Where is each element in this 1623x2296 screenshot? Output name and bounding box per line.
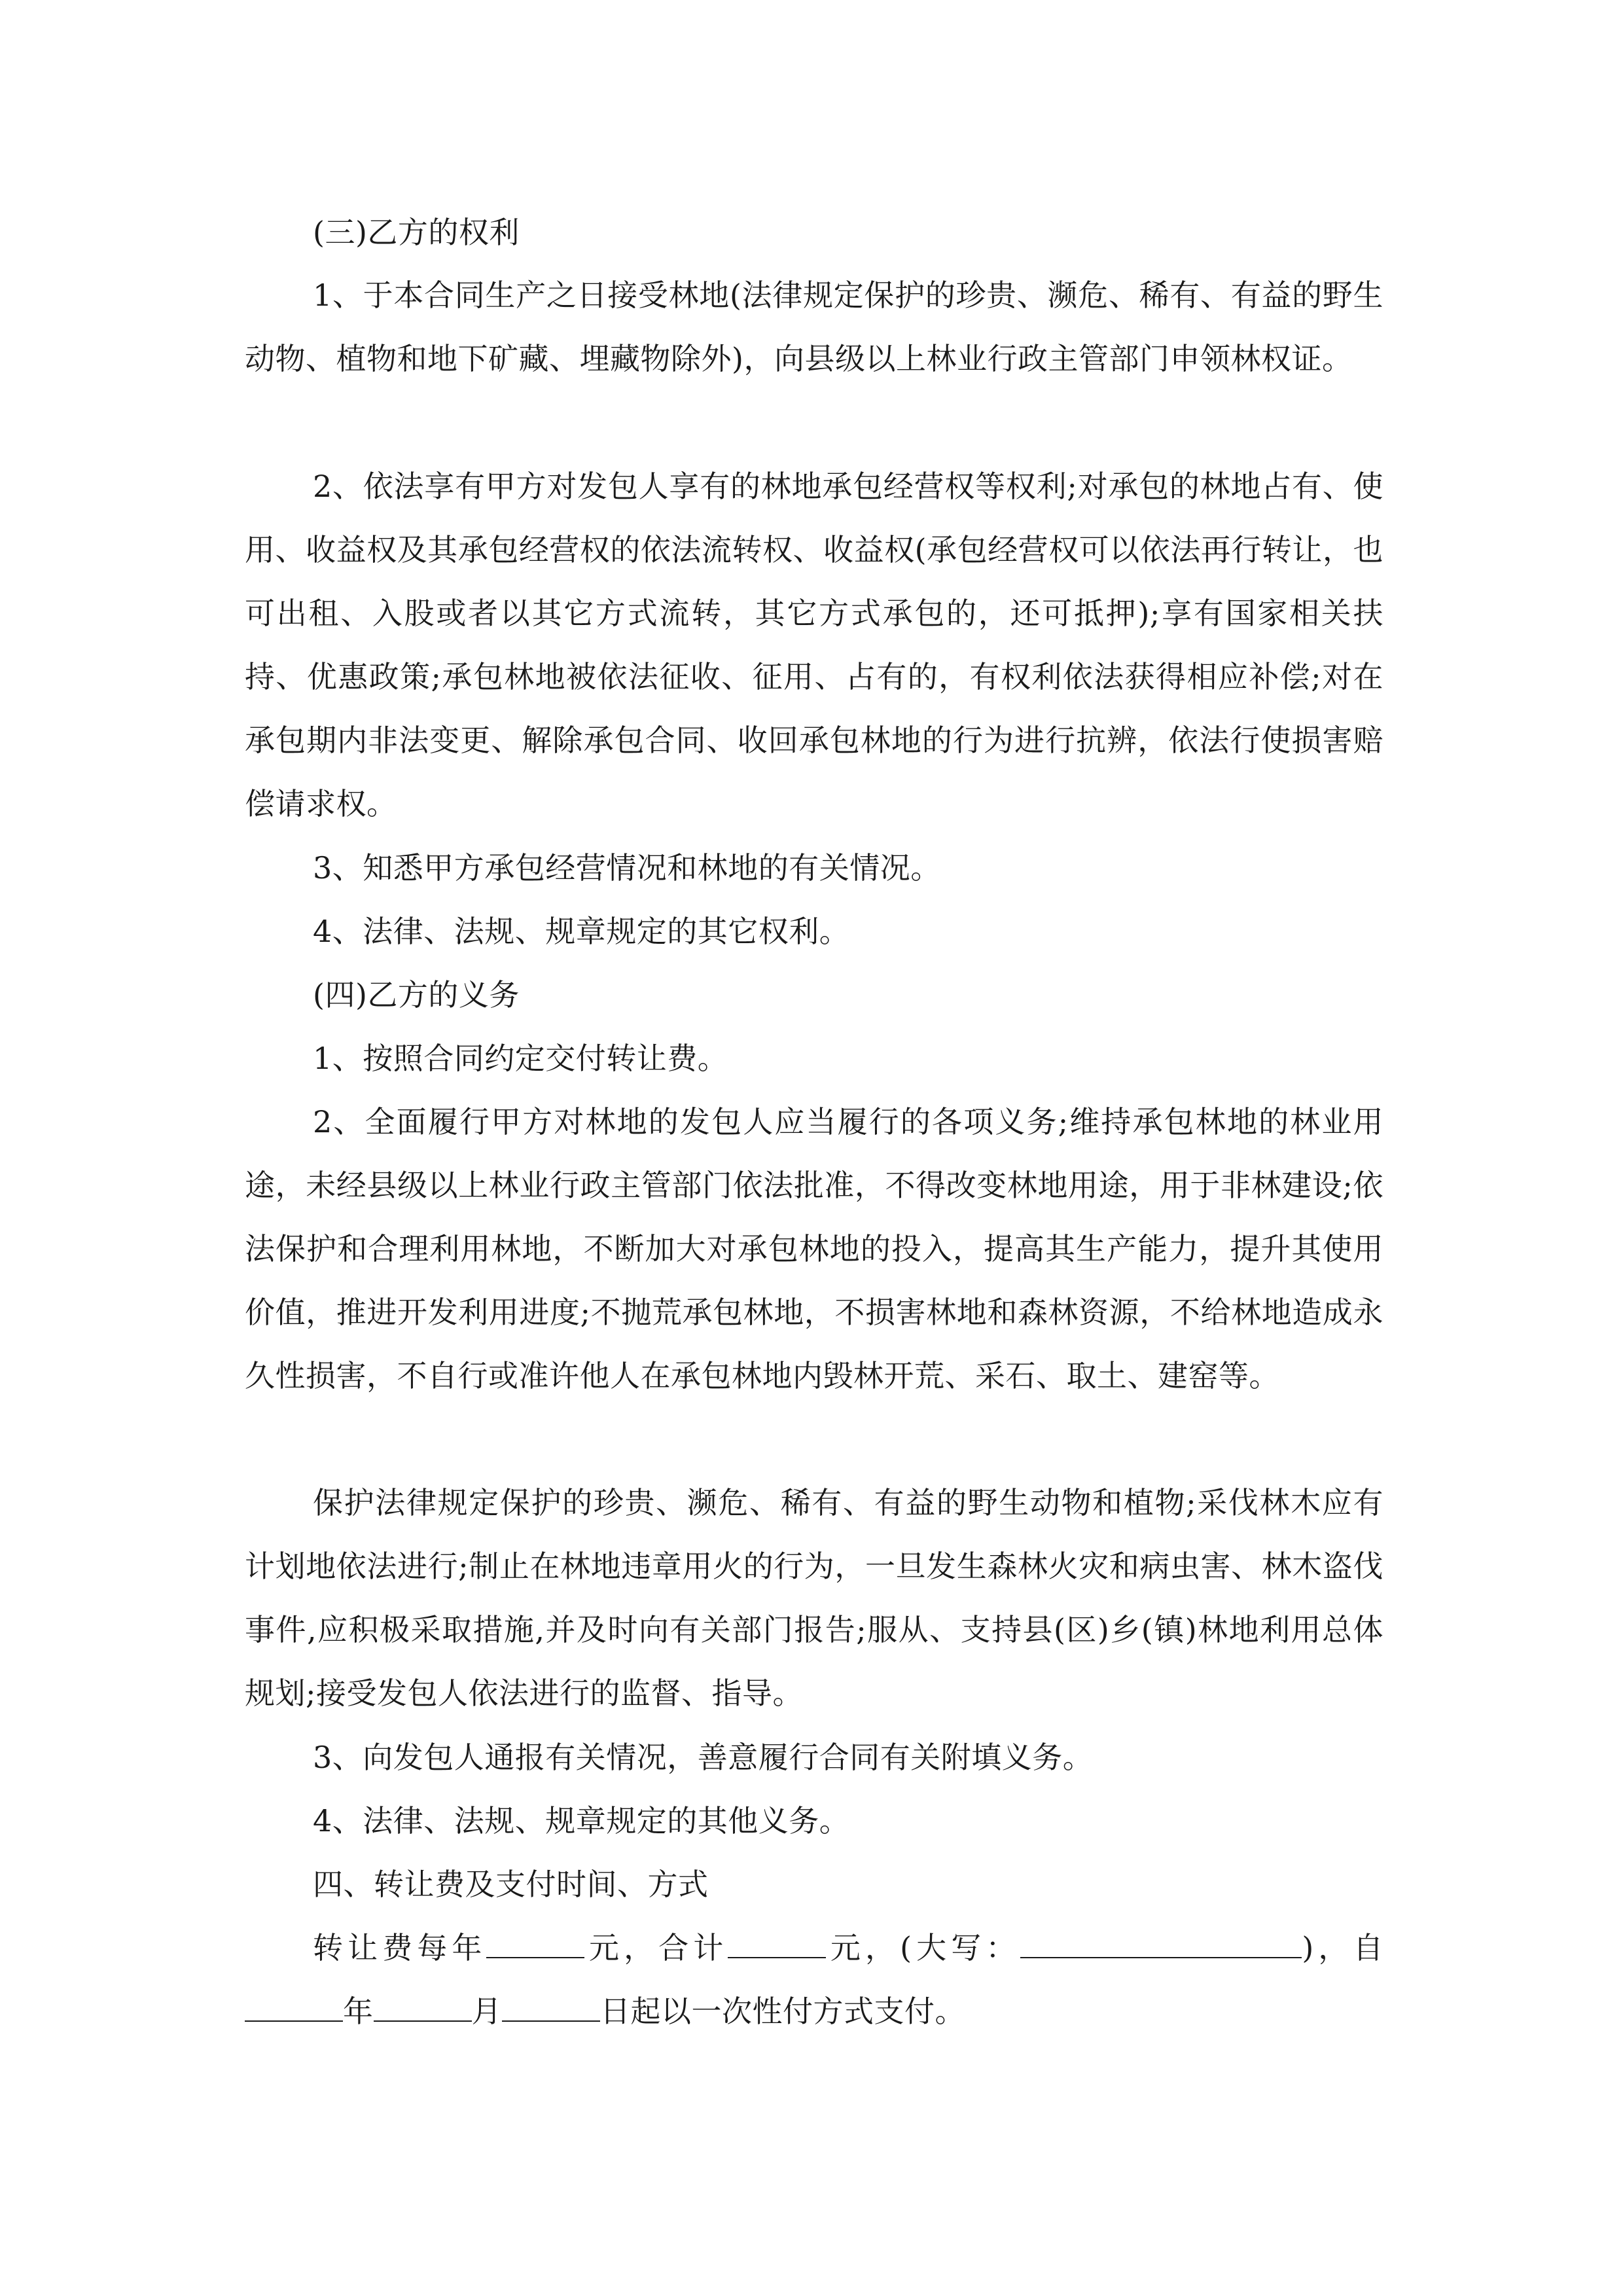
paragraph-transfer-fee: [245, 1916, 1383, 2043]
paragraph-rights-3: 3、知悉甲方承包经营情况和林地的有关情况。: [313, 850, 941, 886]
annual-fee-blank[interactable]: [486, 1929, 584, 1958]
month-blank[interactable]: [374, 1993, 472, 2022]
uppercase-amount-blank[interactable]: [1020, 1929, 1302, 1958]
section-heading-party-b-obligations: (四)乙方的义务: [313, 977, 520, 1013]
total-fee-blank[interactable]: [728, 1929, 826, 1958]
paragraph-rights-1: 1、于本合同生产之日接受林地(法律规定保护的珍贵、濒危、稀有、有益的野生动物、植物和地下矿藏、埋藏物除外)，向县级以上林业行政主管部门申领林权证。: [245, 278, 1383, 376]
paragraph-obligations-4: 4、法律、法规、规章规定的其他义务。: [313, 1803, 850, 1839]
fee-text-day: 日起以一次性付方式支付。: [600, 1994, 965, 2029]
paragraph-obligations-1: 1、按照合同约定交付转让费。: [313, 1041, 728, 1076]
paragraph-obligations-3: 3、向发包人通报有关情况，善意履行合同有关附填义务。: [313, 1740, 1094, 1775]
day-blank[interactable]: [502, 1993, 600, 2022]
fee-text-annual: 转让费每年: [313, 1930, 487, 1965]
paragraph-obligations-2: 2、全面履行甲方对林地的发包人应当履行的各项义务;维持承包林地的林业用途，未经县级以上林业行政主管部门依法批准，不得改变林地用途，用于非林建设;依法保护和合理利用林地，不断加大对承包林地的投入，提高其生产能力，提升其使用价值，推进开发利用进度;不抛荒承包林地，不损害林地和森林资源，不给林地造成永久性损害，不自行或准许他人在承包林地内毁林开荒、采石、取土、建窑等。: [245, 1104, 1383, 1393]
paragraph-rights-2: 2、依法享有甲方对发包人享有的林地承包经营权等权利;对承包的林地占有、使用、收益权及其承包经营权的依法流转权、收益权(承包经营权可以依法再行转让，也可出租、入股或者以其它方式流转，其它方式承包的，还可抵押);享有国家相关扶持、优惠政策;承包林地被依法征收、征用、占有的，有权利依法获得相应补偿;对在承包期内非法变更、解除承包合同、收回承包林地的行为进行抗辨，依法行使损害赔偿请求权。: [245, 469, 1383, 821]
fee-text-uppercase: 元，(大写：: [826, 1930, 1021, 1965]
clause-heading-transfer-fee: 四、转让费及支付时间、方式: [313, 1867, 709, 1902]
fee-text-month: 月: [471, 1994, 502, 2029]
fee-text-year: 年: [343, 1994, 374, 2029]
year-blank[interactable]: [245, 1993, 343, 2022]
fee-text-from: )，自: [1302, 1930, 1384, 1965]
section-heading-party-b-rights: (三)乙方的权利: [313, 215, 520, 250]
paragraph-obligations-protection: 保护法律规定保护的珍贵、濒危、稀有、有益的野生动物和植物;采伐林木应有计划地依法进行;制止在林地违章用火的行为，一旦发生森林火灾和病虫害、林木盗伐事件,应积极采取措施,并及时向有关部门报告;服从、支持县(区)乡(镇)林地利用总体规划;接受发包人依法进行的监督、指导。: [245, 1485, 1383, 1711]
paragraph-rights-4: 4、法律、法规、规章规定的其它权利。: [313, 914, 850, 949]
fee-text-total: 元，合计: [584, 1930, 728, 1965]
